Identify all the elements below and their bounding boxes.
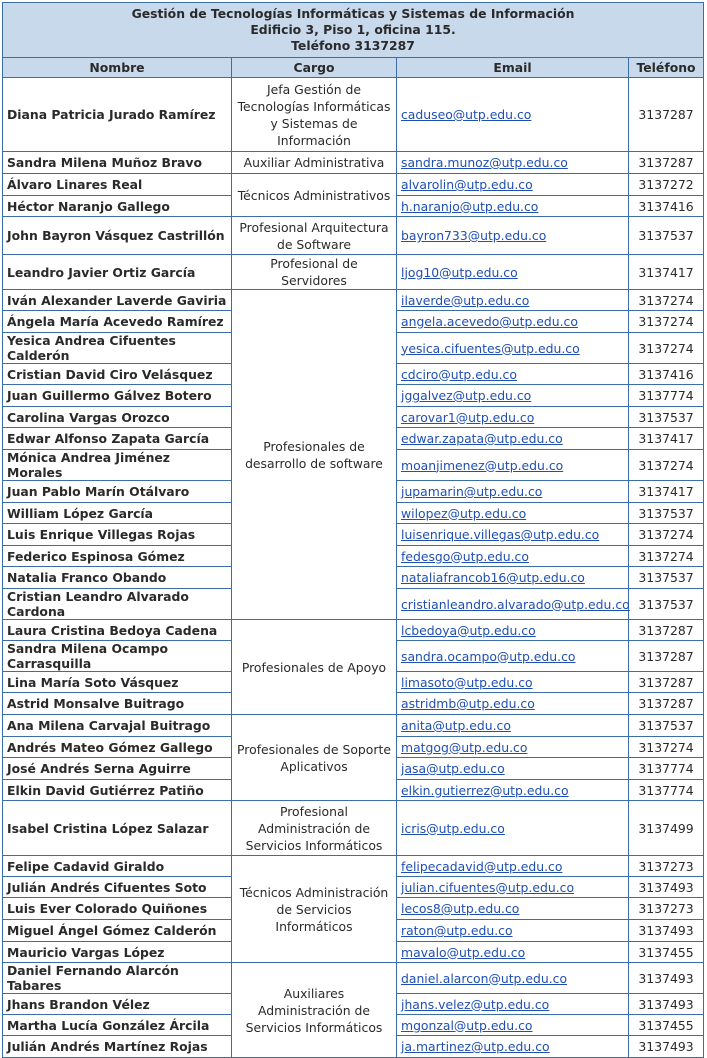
- email-link[interactable]: mavalo@utp.edu.co: [401, 944, 526, 960]
- email-cell: [397, 942, 629, 963]
- office-location: Edificio 3, Piso 1, oficina 115.: [250, 22, 456, 37]
- email-cell: [397, 333, 629, 364]
- email-cell: [397, 152, 629, 174]
- column-header-email: Email: [397, 58, 629, 78]
- email-cell: [397, 737, 629, 758]
- email-link[interactable]: luisenrique.villegas@utp.edu.co: [401, 527, 600, 542]
- email-cell: [397, 877, 629, 898]
- phone-number: 3137417: [629, 481, 704, 503]
- email-link[interactable]: carovar1@utp.edu.co: [401, 409, 535, 425]
- job-title: Técnicos Administrativos: [232, 174, 397, 217]
- email-cell: [397, 407, 629, 428]
- email-link[interactable]: elkin.gutierrez@utp.edu.co: [401, 782, 569, 798]
- employee-name: Iván Alexander Laverde Gaviria: [3, 290, 232, 311]
- table-row: [3, 174, 704, 196]
- email-link[interactable]: icris@utp.edu.co: [401, 820, 505, 836]
- phone-number: 3137274: [629, 450, 704, 481]
- email-link[interactable]: ilaverde@utp.edu.co: [401, 292, 530, 308]
- employee-name: Ana Milena Carvajal Buitrago: [3, 715, 232, 737]
- email-cell: [397, 898, 629, 920]
- email-cell: [397, 428, 629, 450]
- phone-number: 3137537: [629, 589, 704, 620]
- job-title: Profesional de Servidores: [232, 255, 397, 290]
- employee-name: Elkin David Gutiérrez Patiño: [3, 780, 232, 801]
- email-cell: [397, 196, 629, 217]
- phone-number: 3137287: [629, 620, 704, 641]
- employee-name: Diana Patricia Jurado Ramírez: [3, 78, 232, 152]
- phone-number: 3137493: [629, 877, 704, 898]
- email-link[interactable]: jhans.velez@utp.edu.co: [401, 996, 550, 1012]
- directory-table: [2, 2, 704, 1058]
- phone-number: 3137287: [629, 672, 704, 693]
- phone-number: 3137493: [629, 1036, 704, 1058]
- email-cell: [397, 589, 629, 620]
- email-link[interactable]: daniel.alarcon@utp.edu.co: [401, 970, 568, 986]
- table-row: [3, 78, 704, 152]
- employee-name: Isabel Cristina López Salazar: [3, 801, 232, 856]
- department-phone: Teléfono 3137287: [291, 38, 415, 53]
- table-row: [3, 963, 704, 994]
- phone-number: 3137774: [629, 780, 704, 801]
- email-link[interactable]: cdciro@utp.edu.co: [401, 366, 517, 382]
- column-header-name: Nombre: [3, 58, 232, 78]
- email-link[interactable]: alvarolin@utp.edu.co: [401, 177, 533, 192]
- employee-name: Natalia Franco Obando: [3, 567, 232, 589]
- phone-number: 3137537: [629, 217, 704, 255]
- phone-number: 3137416: [629, 196, 704, 217]
- job-title: Profesional Arquitectura de Software: [232, 217, 397, 255]
- email-cell: [397, 174, 629, 196]
- table-row: [3, 620, 704, 641]
- email-cell: [397, 311, 629, 333]
- directory-body: [3, 78, 704, 1058]
- phone-number: 3137537: [629, 567, 704, 589]
- phone-number: 3137274: [629, 737, 704, 758]
- email-link[interactable]: jupamarin@utp.edu.co: [401, 484, 543, 499]
- employee-name: Luis Ever Colorado Quiñones: [3, 898, 232, 920]
- email-link[interactable]: lcbedoya@utp.edu.co: [401, 622, 536, 638]
- email-cell: [397, 1036, 629, 1058]
- email-cell: [397, 963, 629, 994]
- column-header-row: [3, 58, 704, 78]
- employee-name: Sandra Milena Ocampo Carrasquilla: [3, 641, 232, 672]
- employee-name: Mauricio Vargas López: [3, 942, 232, 963]
- email-link[interactable]: fedesgo@utp.edu.co: [401, 548, 529, 564]
- employee-name: Andrés Mateo Gómez Gallego: [3, 737, 232, 758]
- email-cell: [397, 481, 629, 503]
- job-title: Auxiliar Administrativa: [232, 152, 397, 174]
- phone-number: 3137274: [629, 311, 704, 333]
- table-row: [3, 217, 704, 255]
- employee-name: Daniel Fernando Alarcón Tabares: [3, 963, 232, 994]
- employee-name: Federico Espinosa Gómez: [3, 546, 232, 567]
- email-cell: [397, 1015, 629, 1036]
- email-link[interactable]: ja.martinez@utp.edu.co: [401, 1039, 550, 1054]
- employee-name: Leandro Javier Ortiz García: [3, 255, 232, 290]
- email-cell: [397, 620, 629, 641]
- employee-name: Ángela María Acevedo Ramírez: [3, 311, 232, 333]
- email-link[interactable]: astridmb@utp.edu.co: [401, 696, 535, 711]
- employee-name: Carolina Vargas Orozco: [3, 407, 232, 428]
- email-link[interactable]: matgog@utp.edu.co: [401, 739, 528, 755]
- employee-name: Álvaro Linares Real: [3, 174, 232, 196]
- employee-name: José Andrés Serna Aguirre: [3, 758, 232, 780]
- email-cell: [397, 385, 629, 407]
- email-cell: [397, 801, 629, 856]
- table-row: [3, 715, 704, 737]
- employee-name: Lina María Soto Vásquez: [3, 672, 232, 693]
- email-link[interactable]: wilopez@utp.edu.co: [401, 505, 527, 521]
- employee-name: Mónica Andrea Jiménez Morales: [3, 450, 232, 481]
- email-link[interactable]: ljog10@utp.edu.co: [401, 264, 518, 280]
- phone-number: 3137499: [629, 801, 704, 856]
- job-title: Profesionales de Apoyo: [232, 620, 397, 715]
- phone-number: 3137537: [629, 715, 704, 737]
- column-header-phone: Teléfono: [629, 58, 704, 78]
- phone-number: 3137774: [629, 758, 704, 780]
- email-cell: [397, 920, 629, 942]
- email-cell: [397, 78, 629, 152]
- email-cell: [397, 255, 629, 290]
- employee-name: Héctor Naranjo Gallego: [3, 196, 232, 217]
- employee-name: Edwar Alfonso Zapata García: [3, 428, 232, 450]
- phone-number: 3137417: [629, 255, 704, 290]
- employee-name: Martha Lucía González Árcila: [3, 1015, 232, 1036]
- employee-name: Astrid Monsalve Buitrago: [3, 693, 232, 715]
- phone-number: 3137274: [629, 546, 704, 567]
- phone-number: 3137287: [629, 641, 704, 672]
- phone-number: 3137774: [629, 385, 704, 407]
- phone-number: 3137416: [629, 364, 704, 385]
- phone-number: 3137287: [629, 152, 704, 174]
- phone-number: 3137493: [629, 994, 704, 1015]
- job-title: Profesional Administración de Servicios Informáticos: [232, 801, 397, 856]
- email-link[interactable]: edwar.zapata@utp.edu.co: [401, 431, 563, 446]
- table-row: [3, 255, 704, 290]
- employee-name: Yesica Andrea Cifuentes Calderón: [3, 333, 232, 364]
- employee-name: Julián Andrés Cifuentes Soto: [3, 877, 232, 898]
- employee-name: Juan Pablo Marín Otálvaro: [3, 481, 232, 503]
- job-title: Técnicos Administración de Servicios Informáticos: [232, 856, 397, 963]
- email-cell: [397, 290, 629, 311]
- email-link[interactable]: raton@utp.edu.co: [401, 923, 513, 938]
- email-cell: [397, 641, 629, 672]
- email-link[interactable]: sandra.munoz@utp.edu.co: [401, 155, 568, 170]
- email-cell: [397, 994, 629, 1015]
- phone-number: 3137274: [629, 290, 704, 311]
- phone-number: 3137272: [629, 174, 704, 196]
- phone-number: 3137417: [629, 428, 704, 450]
- employee-name: William López García: [3, 503, 232, 524]
- phone-number: 3137274: [629, 524, 704, 546]
- column-header-role: Cargo: [232, 58, 397, 78]
- email-link[interactable]: mgonzal@utp.edu.co: [401, 1017, 533, 1033]
- employee-name: Julián Andrés Martínez Rojas: [3, 1036, 232, 1058]
- employee-name: Juan Guillermo Gálvez Botero: [3, 385, 232, 407]
- email-cell: [397, 672, 629, 693]
- job-title: Jefa Gestión de Tecnologías Informáticas y Sistemas de Información: [232, 78, 397, 152]
- table-row: [3, 152, 704, 174]
- employee-name: Laura Cristina Bedoya Cadena: [3, 620, 232, 641]
- phone-number: 3137493: [629, 920, 704, 942]
- email-cell: [397, 503, 629, 524]
- email-link[interactable]: bayron733@utp.edu.co: [401, 228, 547, 243]
- employee-name: John Bayron Vásquez Castrillón: [3, 217, 232, 255]
- table-row: [3, 290, 704, 311]
- email-cell: [397, 693, 629, 715]
- email-link[interactable]: lecos8@utp.edu.co: [401, 901, 520, 916]
- phone-number: 3137274: [629, 333, 704, 364]
- employee-name: Cristian Leandro Alvarado Cardona: [3, 589, 232, 620]
- employee-name: Miguel Ángel Gómez Calderón: [3, 920, 232, 942]
- email-cell: [397, 758, 629, 780]
- email-link[interactable]: yesica.cifuentes@utp.edu.co: [401, 340, 580, 356]
- phone-number: 3137455: [629, 1015, 704, 1036]
- email-cell: [397, 546, 629, 567]
- phone-number: 3137493: [629, 963, 704, 994]
- phone-number: 3137287: [629, 78, 704, 152]
- email-link[interactable]: jggalvez@utp.edu.co: [401, 388, 532, 403]
- phone-number: 3137273: [629, 856, 704, 877]
- email-link[interactable]: nataliafrancob16@utp.edu.co: [401, 570, 585, 585]
- phone-number: 3137287: [629, 693, 704, 715]
- email-cell: [397, 364, 629, 385]
- email-link[interactable]: caduseo@utp.edu.co: [401, 107, 532, 122]
- phone-number: 3137455: [629, 942, 704, 963]
- email-link[interactable]: angela.acevedo@utp.edu.co: [401, 314, 578, 329]
- email-link[interactable]: h.naranjo@utp.edu.co: [401, 198, 539, 214]
- department-title: Gestión de Tecnologías Informáticas y Sistemas de Información: [131, 6, 575, 21]
- employee-name: Felipe Cadavid Giraldo: [3, 856, 232, 877]
- table-row: [3, 801, 704, 856]
- directory-header: [3, 3, 704, 58]
- email-cell: [397, 567, 629, 589]
- employee-name: Sandra Milena Muñoz Bravo: [3, 152, 232, 174]
- email-cell: [397, 856, 629, 877]
- email-cell: [397, 715, 629, 737]
- phone-number: 3137273: [629, 898, 704, 920]
- employee-name: Cristian David Ciro Velásquez: [3, 364, 232, 385]
- job-title: Profesionales de desarrollo de software: [232, 290, 397, 620]
- email-link[interactable]: jasa@utp.edu.co: [401, 761, 505, 776]
- employee-name: Luis Enrique Villegas Rojas: [3, 524, 232, 546]
- email-cell: [397, 217, 629, 255]
- email-cell: [397, 450, 629, 481]
- job-title: Profesionales de Soporte Aplicativos: [232, 715, 397, 801]
- email-link[interactable]: moanjimenez@utp.edu.co: [401, 457, 564, 473]
- employee-name: Jhans Brandon Vélez: [3, 994, 232, 1015]
- phone-number: 3137537: [629, 503, 704, 524]
- email-link[interactable]: cristianleandro.alvarado@utp.edu.co: [401, 596, 630, 612]
- email-cell: [397, 524, 629, 546]
- email-link[interactable]: anita@utp.edu.co: [401, 718, 511, 733]
- job-title: Auxiliares Administración de Servicios Informáticos: [232, 963, 397, 1058]
- email-link[interactable]: felipecadavid@utp.edu.co: [401, 858, 563, 874]
- email-link[interactable]: limasoto@utp.edu.co: [401, 674, 533, 690]
- table-row: [3, 856, 704, 877]
- email-link[interactable]: julian.cifuentes@utp.edu.co: [401, 879, 575, 895]
- email-cell: [397, 780, 629, 801]
- phone-number: 3137537: [629, 407, 704, 428]
- email-link[interactable]: sandra.ocampo@utp.edu.co: [401, 648, 576, 664]
